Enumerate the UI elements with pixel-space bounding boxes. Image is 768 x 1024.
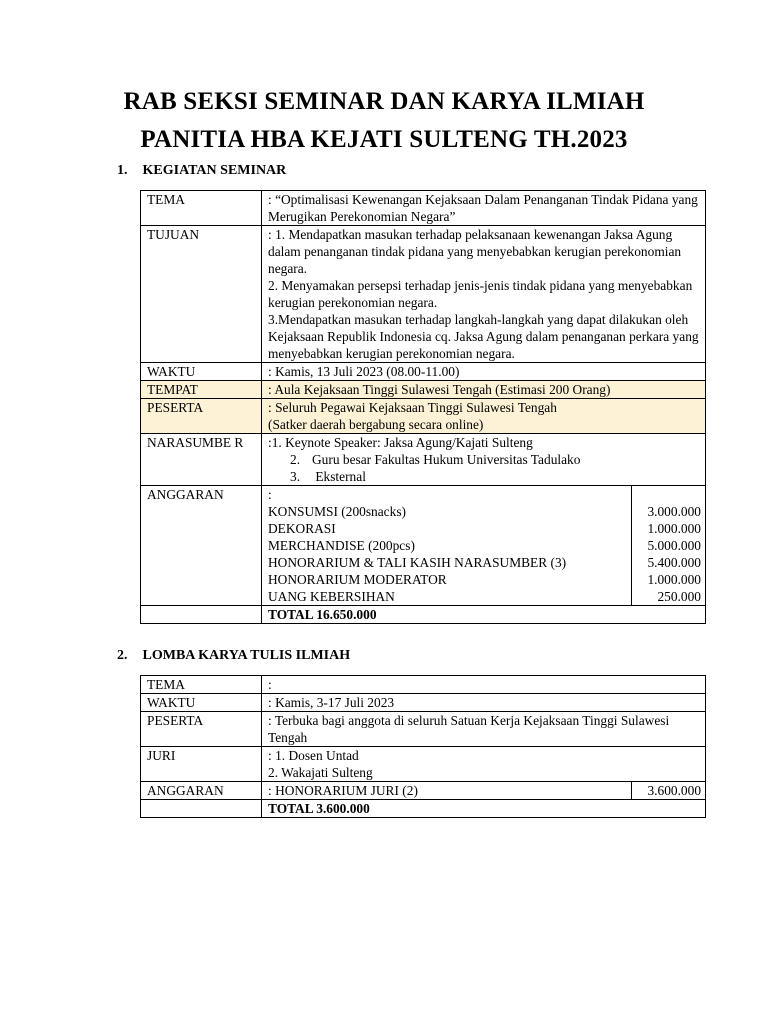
table-row-tempat bbox=[141, 381, 706, 399]
table-row-tema bbox=[141, 676, 706, 694]
row-label: WAKTU bbox=[141, 694, 262, 712]
total-value: TOTAL 3.600.000 bbox=[262, 800, 706, 818]
anggaran-colon: : bbox=[268, 487, 272, 502]
row-value: : bbox=[262, 676, 706, 694]
section-title: LOMBA KARYA TULIS ILMIAH bbox=[142, 648, 351, 663]
table-row-total bbox=[141, 606, 706, 624]
row-label: PESERTA bbox=[141, 399, 262, 434]
row-label: JURI bbox=[141, 747, 262, 782]
row-value: : Terbuka bagi anggota di seluruh Satuan Kerja Kejaksaan Tinggi Sulawesi Tengah bbox=[262, 712, 706, 747]
section-heading-lomba bbox=[117, 648, 350, 664]
tujuan-item: 3.Mendapatkan masukan terhadap langkah-langkah yang dapat dilakukan oleh Kejaksaan Republik Indonesia cq. Jaksa Agung dalam penanganan perkara yang menyebabkan kerugian perekonomian negara. bbox=[268, 312, 699, 361]
row-label bbox=[141, 434, 262, 486]
table-row-peserta bbox=[141, 712, 706, 747]
juri-line: 2. Wakajati Sulteng bbox=[268, 765, 373, 780]
section-heading-seminar bbox=[117, 163, 286, 179]
table-row-peserta bbox=[141, 399, 706, 434]
row-label: TEMPAT bbox=[141, 381, 262, 399]
anggaran-item-amount: 5.000.000 bbox=[647, 538, 701, 553]
item-text: Eksternal bbox=[312, 469, 366, 484]
lomba-budget-table bbox=[140, 675, 706, 818]
item-number: 2. bbox=[290, 452, 301, 467]
table-row-narasumber bbox=[141, 434, 706, 486]
table-row-waktu bbox=[141, 363, 706, 381]
row-label: TEMA bbox=[141, 191, 262, 226]
narasumber-label: NARASUMBE R bbox=[147, 435, 244, 450]
table-row-waktu bbox=[141, 694, 706, 712]
item-text: Guru besar Fakultas Hukum Universitas Tadulako bbox=[312, 452, 581, 467]
row-value bbox=[262, 747, 706, 782]
table-row-tema bbox=[141, 191, 706, 226]
row-value bbox=[262, 434, 706, 486]
row-label: ANGGARAN bbox=[141, 782, 262, 800]
table-row-total bbox=[141, 800, 706, 818]
row-label: ANGGARAN bbox=[141, 486, 262, 606]
row-value bbox=[262, 399, 706, 434]
total-value: TOTAL 16.650.000 bbox=[262, 606, 706, 624]
anggaran-item-amount: 3.000.000 bbox=[647, 504, 701, 519]
row-value bbox=[262, 226, 706, 363]
seminar-budget-table bbox=[140, 190, 706, 624]
tujuan-item: 2. Menyamakan persepsi terhadap jenis-jenis tindak pidana yang menyebabkan kerugian perekonomian negara. bbox=[268, 278, 693, 310]
row-value: : HONORARIUM JURI (2) bbox=[262, 782, 632, 800]
narasumber-item: :1. Keynote Speaker: Jaksa Agung/Kajati Sulteng bbox=[268, 435, 533, 450]
anggaran-item-amount: 5.400.000 bbox=[647, 555, 701, 570]
document-title-line1: RAB SEKSI SEMINAR DAN KARYA ILMIAH bbox=[123, 88, 645, 115]
row-value: : Kamis, 13 Juli 2023 (08.00-11.00) bbox=[262, 363, 706, 381]
row-value: : Kamis, 3-17 Juli 2023 bbox=[262, 694, 706, 712]
anggaran-item-amount: 1.000.000 bbox=[647, 572, 701, 587]
anggaran-item-label: UANG KEBERSIHAN bbox=[268, 589, 395, 604]
peserta-line: (Satker daerah bergabung secara online) bbox=[268, 417, 484, 432]
anggaran-item-label: MERCHANDISE (200pcs) bbox=[268, 538, 415, 553]
juri-line: : 1. Dosen Untad bbox=[268, 748, 359, 763]
row-label: PESERTA bbox=[141, 712, 262, 747]
anggaran-item-label: KONSUMSI (200snacks) bbox=[268, 504, 406, 519]
document-title-line2: PANITIA HBA KEJATI SULTENG TH.2023 bbox=[140, 126, 628, 153]
row-label: TUJUAN bbox=[141, 226, 262, 363]
tujuan-item: : 1. Mendapatkan masukan terhadap pelaksanaan kewenangan Jaksa Agung dalam penanganan tindak pidana yang menyebabkan kerugian perekonomian negara. bbox=[268, 227, 682, 276]
anggaran-item-amount: 250.000 bbox=[657, 589, 701, 604]
peserta-line: : Seluruh Pegawai Kejaksaan Tinggi Sulawesi Tengah bbox=[268, 400, 557, 415]
anggaran-item-label: HONORARIUM MODERATOR bbox=[268, 572, 447, 587]
narasumber-item bbox=[268, 468, 701, 485]
item-number: 3. bbox=[290, 469, 301, 484]
anggaran-amounts bbox=[632, 486, 706, 606]
section-title: KEGIATAN SEMINAR bbox=[142, 163, 287, 178]
section-number: 2. bbox=[117, 648, 128, 663]
table-row-juri bbox=[141, 747, 706, 782]
section-number: 1. bbox=[117, 163, 128, 178]
row-label: WAKTU bbox=[141, 363, 262, 381]
empty-cell bbox=[141, 606, 262, 624]
empty-cell bbox=[141, 800, 262, 818]
narasumber-item bbox=[268, 451, 701, 468]
anggaran-items bbox=[262, 486, 632, 606]
anggaran-amount: 3.600.000 bbox=[632, 782, 706, 800]
anggaran-item-amount: 1.000.000 bbox=[647, 521, 701, 536]
row-value: : Aula Kejaksaan Tinggi Sulawesi Tengah (Estimasi 200 Orang) bbox=[262, 381, 706, 399]
anggaran-item-label: DEKORASI bbox=[268, 521, 336, 536]
row-label: TEMA bbox=[141, 676, 262, 694]
row-value: : “Optimalisasi Kewenangan Kejaksaan Dalam Penanganan Tindak Pidana yang Merugikan Perekonomian Negara” bbox=[262, 191, 706, 226]
anggaran-item-label: HONORARIUM & TALI KASIH NARASUMBER (3) bbox=[268, 555, 567, 570]
table-row-anggaran bbox=[141, 486, 706, 606]
table-row-tujuan bbox=[141, 226, 706, 363]
table-row-anggaran bbox=[141, 782, 706, 800]
